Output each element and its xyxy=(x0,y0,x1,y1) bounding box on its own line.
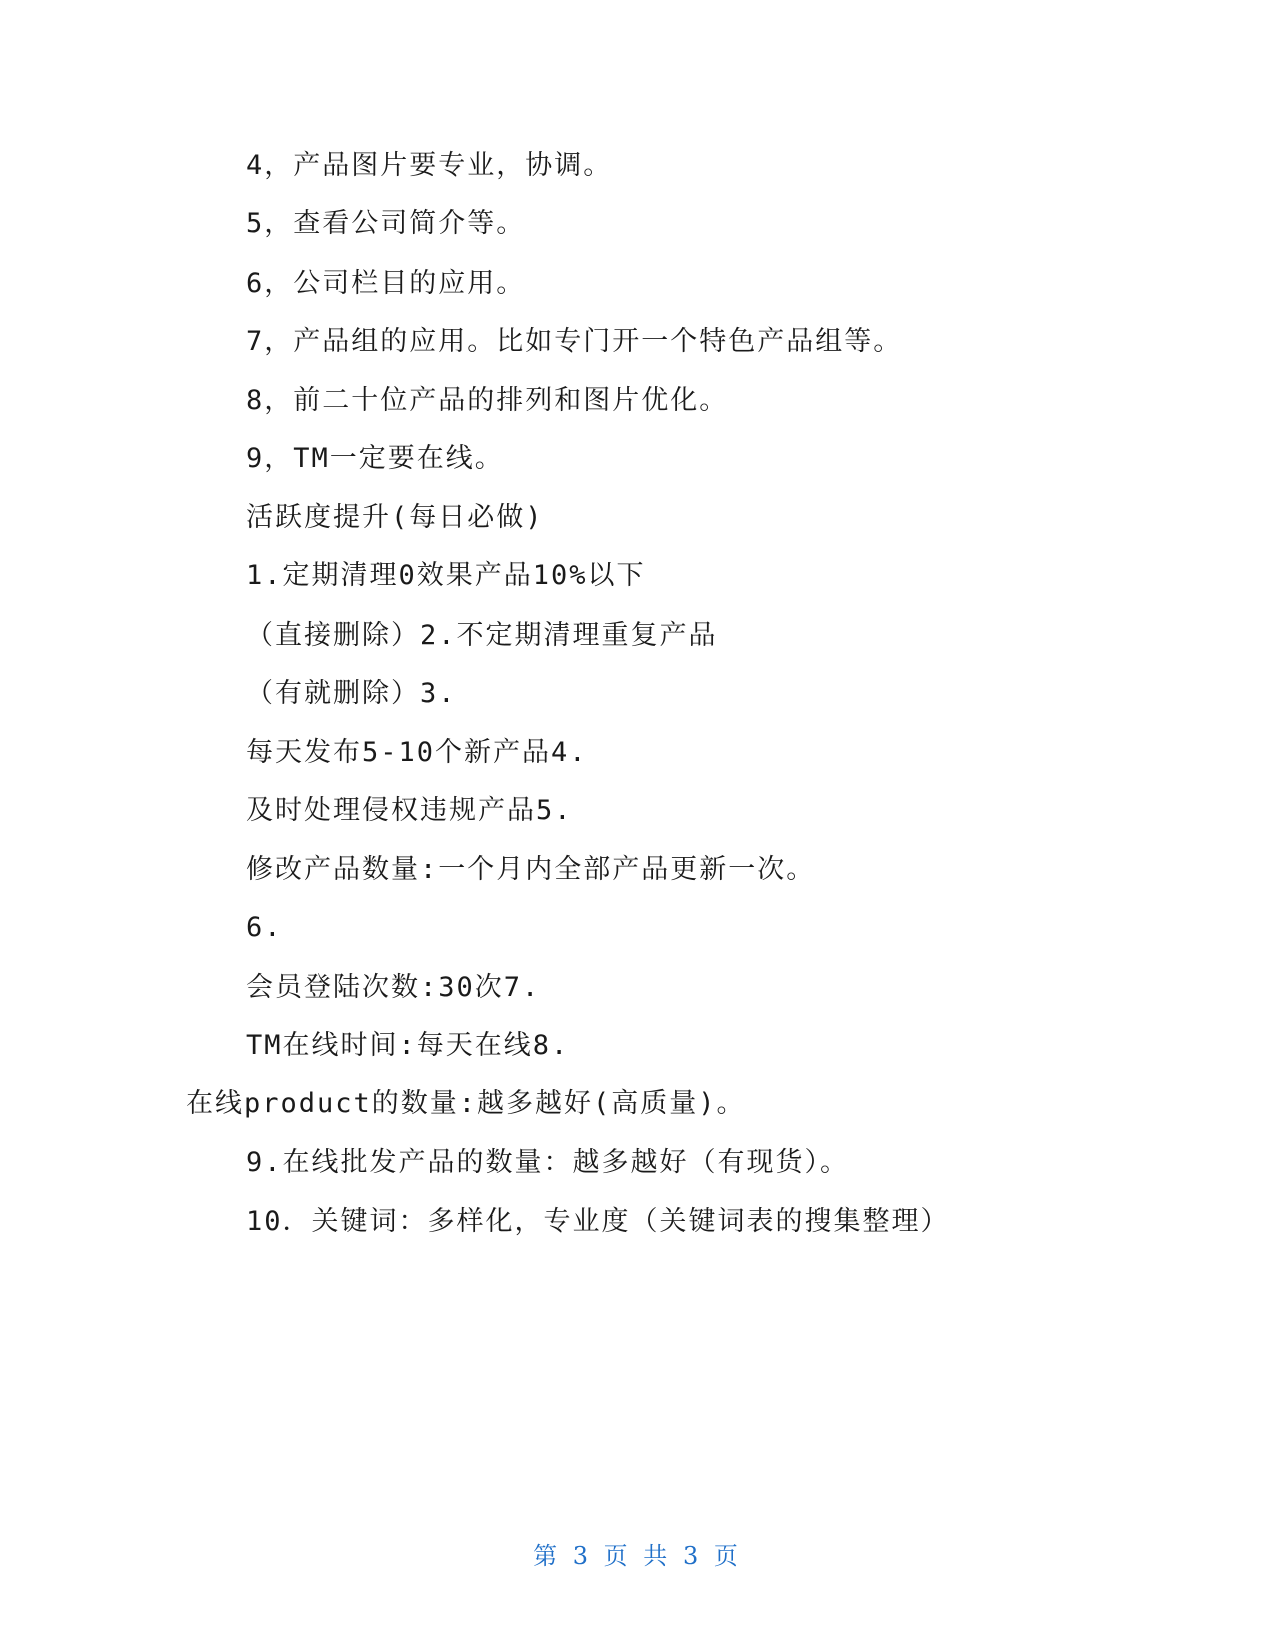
text-line: 5，查看公司简介等。 xyxy=(246,208,526,239)
text-line: 会员登陆次数:30次7. xyxy=(246,972,541,1003)
text-line: 10．关键词：多样化，专业度（关键词表的搜集整理） xyxy=(246,1206,950,1237)
text-line: 9，TM一定要在线。 xyxy=(246,443,504,474)
text-line: 8，前二十位产品的排列和图片优化。 xyxy=(246,385,729,416)
text-line: 及时处理侵权违规产品5. xyxy=(246,795,573,826)
text-line: 7，产品组的应用。比如专门开一个特色产品组等。 xyxy=(246,326,903,357)
section-heading: 活跃度提升(每日必做) xyxy=(246,502,544,533)
text-line: TM在线时间:每天在线8. xyxy=(246,1030,570,1061)
text-line: 6. xyxy=(246,912,283,943)
text-line: （有就删除）3. xyxy=(246,678,457,709)
text-line: 6，公司栏目的应用。 xyxy=(246,268,526,299)
text-line: 修改产品数量:一个月内全部产品更新一次。 xyxy=(246,854,816,885)
text-line: 4，产品图片要专业，协调。 xyxy=(246,150,613,181)
text-line: 9.在线批发产品的数量：越多越好（有现货）。 xyxy=(246,1147,850,1178)
text-line: 在线product的数量:越多越好(高质量)。 xyxy=(186,1088,746,1119)
text-line: 1.定期清理0效果产品10%以下 xyxy=(246,560,646,591)
page-number-footer: 第 3 页 共 3 页 xyxy=(533,1542,742,1570)
text-line: （直接删除）2.不定期清理重复产品 xyxy=(246,620,718,651)
text-line: 每天发布5-10个新产品4. xyxy=(246,737,588,768)
